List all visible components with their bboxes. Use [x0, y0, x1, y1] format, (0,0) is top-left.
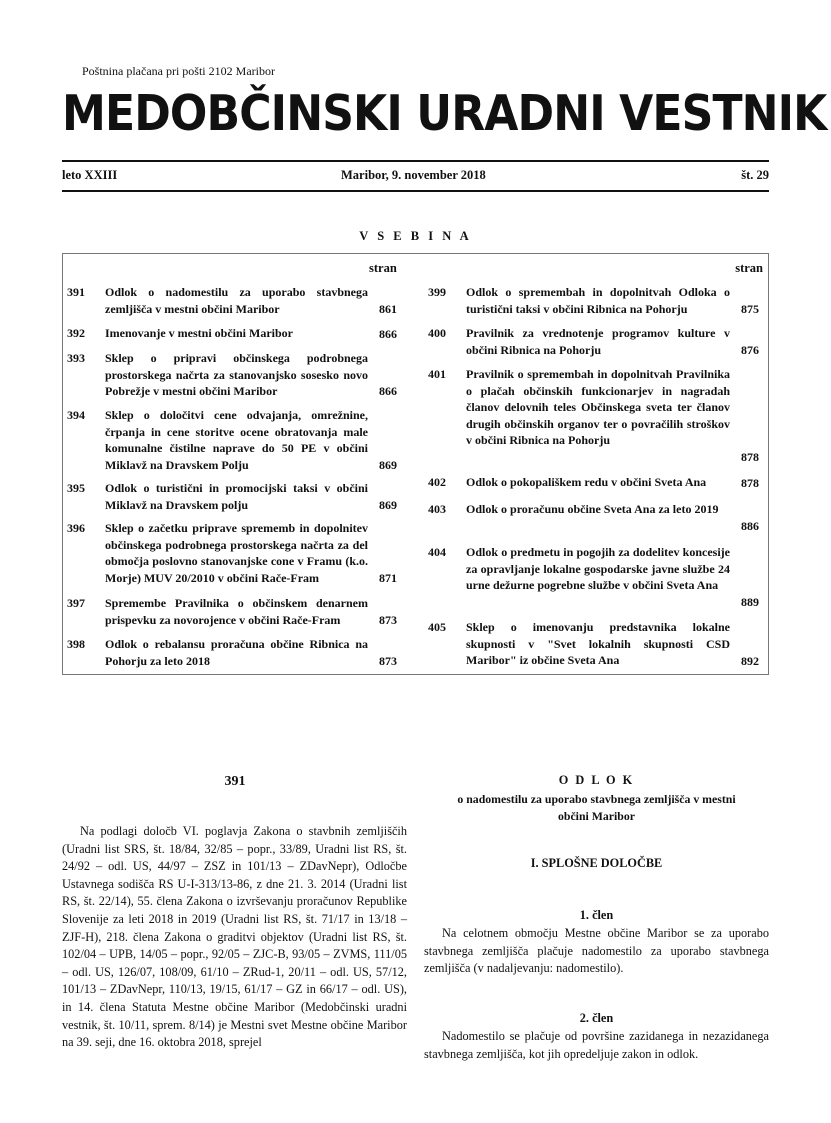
toc-entry[interactable]	[428, 366, 759, 465]
toc-entry-page: 889	[741, 594, 759, 609]
postage-note: Poštnina plačana pri pošti 2102 Maribor	[82, 64, 275, 78]
toc-entry-page: 876	[741, 342, 759, 357]
toc-entry-title: Sklep o določitvi cene odvajanja, omrežnine, črpanja in cene storitve ocene obratovanja male komunalne čistilne naprave do 50 PE v občini Miklavž na Dravskem Polju	[105, 408, 368, 472]
toc-entry-number: 394	[67, 408, 85, 422]
volume-label: leto XXIII	[62, 168, 118, 182]
toc-entry-title: Sklep o pripravi občinskega podrobnega prostorskega načrta za stanovanjsko sosesko novo Pobrežje v mestni občini Maribor	[105, 351, 368, 398]
toc-entry-number: 391	[67, 285, 85, 299]
toc-entry-number: 392	[67, 326, 85, 340]
toc-entry-number: 401	[428, 367, 446, 381]
article-number: 391	[224, 774, 246, 789]
toc-entry-title: Odlok o spremembah in dopolnitvah Odloka o turistični taksi v občini Ribnica na Pohorju	[466, 285, 730, 316]
toc-entry-page: 866	[379, 326, 397, 341]
toc-entry-number: 398	[67, 637, 85, 651]
toc-entry[interactable]	[428, 325, 759, 358]
bottom-rule	[62, 190, 769, 192]
toc-entry-page: 871	[379, 570, 397, 585]
publication-title: MEDOBČINSKI URADNI VESTNIK	[62, 85, 827, 142]
toc-entry[interactable]	[67, 520, 397, 586]
toc-entry-page: 873	[379, 612, 397, 627]
toc-entry-page: 869	[379, 457, 397, 472]
toc-entry-page: 892	[741, 653, 759, 668]
toc-entry-title: Pravilnik o spremembah in dopolnitvah Pravilnika o plačah občinskih funkcionarjev in nagradah članov delovnih teles Občinskega sveta ter članov drugih občinskih organov ter o povračilih stroškov v občini Ribnica na Pohorju	[466, 367, 730, 447]
toc-entry[interactable]	[428, 284, 759, 317]
toc-entry[interactable]	[67, 595, 397, 628]
toc-entry-number: 397	[67, 596, 85, 610]
toc-entry[interactable]	[428, 544, 759, 610]
toc-entry-page: 873	[379, 653, 397, 668]
toc-entry-title: Sklep o imenovanju predstavnika lokalne skupnosti v "Svet lokalnih skupnosti CSD Maribor" iz občine Sveta Ana	[466, 620, 730, 667]
toc-entry[interactable]	[428, 474, 759, 491]
article-preamble: Na podlagi določb VI. poglavja Zakona o stavbnih zemljiščih (Uradni list SRS, št. 18/84, 32/85 – popr., 33/89, Uradni list RS, št. 24/92 – odl. US, 44/97 – ZSZ in 101/13 – ZDavNepr), Odločbe Ustavnega sodišča RS U-I-313/13-86, z dne 21. 3. 2014 (Uradni list RS, št. 22/14), 55. člena Zakona o izvrševanju proračunov Republike Slovenije za leti 2018 in 2019 (Uradni list RS, št. 71/17 in 13/18 – ZJF-H), 218. člena Zakona o graditvi objektov (Uradni list RS, št. 102/04 – UPB, 14/05 – popr., 92/05 – ZJC-B, 93/05 – ZVMS, 111/05 – odl. US, 126/07, 108/09, 61/10 – ZRud-1, 20/11 – odl. US, 57/12, 101/13 – ZDavNepr, 110/13, 19/15, 61/17 – GZ in 66/17 – odl. US), in 14. člena Statuta Mestne občine Maribor (Medobčinski uradni vestnik, št. 10/11, sprem. 8/14) je Mestni svet Mestne občine Maribor na 39. seji, dne 16. oktobra 2018, sprejel	[62, 824, 407, 1050]
toc-entry-title: Odlok o proračunu občine Sveta Ana za leto 2019	[466, 502, 719, 516]
odlok-heading: O D L O K	[558, 773, 635, 787]
toc-entry[interactable]	[67, 480, 397, 513]
toc-entry-page: 875	[741, 301, 759, 316]
odlok-heading-block	[424, 773, 769, 825]
issue-number: št. 29	[741, 168, 769, 182]
toc-entry-title: Imenovanje v mestni občini Maribor	[105, 326, 293, 340]
place-date: Maribor, 9. november 2018	[341, 168, 486, 182]
toc-entry-title: Odlok o rebalansu proračuna občine Ribnica na Pohorju za leto 2018	[105, 637, 368, 668]
toc-entry-title: Odlok o predmetu in pogojih za dodelitev koncesije za opravljanje lokalne gospodarske javne službe 24 urne dežurne pogrebne službe v občini Sveta Ana	[466, 545, 730, 592]
toc-entry-number: 404	[428, 545, 446, 559]
toc-entry-number: 405	[428, 620, 446, 634]
toc-entry-number: 403	[428, 502, 446, 516]
toc-page-label-left: stran	[369, 261, 397, 275]
toc-entry-page: 878	[741, 449, 759, 464]
toc-entry-number: 402	[428, 475, 446, 489]
toc-entry-number: 400	[428, 326, 446, 340]
toc-entry-page: 861	[379, 301, 397, 316]
toc-entry[interactable]	[428, 619, 759, 669]
clen-2-heading: 2. člen	[579, 1011, 614, 1025]
toc-entry[interactable]	[67, 350, 397, 399]
toc-entry-page: 869	[379, 497, 397, 512]
toc-entry-number: 395	[67, 481, 85, 495]
toc-entry-number: 396	[67, 521, 85, 535]
toc-entry-number: 399	[428, 285, 446, 299]
toc-entry[interactable]	[67, 325, 397, 342]
chapter-heading: I. SPLOŠNE DOLOČBE	[530, 856, 663, 870]
clen-1-heading: 1. člen	[579, 908, 614, 922]
toc-entry-title: Odlok o nadomestilu za uporabo stavbnega zemljišča v mestni občini Maribor	[105, 285, 368, 316]
toc-entry[interactable]	[67, 284, 397, 317]
clen-2-text: Nadomestilo se plačuje od površine zazidanega in nezazidanega stavbnega zemljišča, kot jih opredeljuje zakon in odlok.	[424, 1029, 769, 1061]
clen-1-text: Na celotnem območju Mestne občine Maribor se za uporabo stavbnega zemljišča plačuje nadomestilo za uporabo stavbnega zemljišča (v nadaljevanju: nadomestilo).	[424, 926, 769, 976]
toc-page-label-right: stran	[735, 261, 763, 275]
toc-entry-title: Sklep o začetku priprave sprememb in dopolnitev občinskega podrobnega prostorskega načrta za del območja poslovno stanovanjske cone v Framu (k.o. Morje) MUV 20/2010 v občini Rače-Fram	[105, 521, 368, 585]
toc-entry-title: Spremembe Pravilnika o občinskem denarnem prispevku za novorojence v občini Rače-Fram	[105, 596, 368, 627]
table-of-contents	[62, 253, 769, 675]
toc-entry-page: 886	[741, 518, 759, 533]
toc-entry-number: 393	[67, 351, 85, 365]
toc-entry-page: 866	[379, 383, 397, 398]
toc-entry[interactable]	[428, 501, 759, 534]
toc-heading: V S E B I N A	[359, 229, 472, 243]
toc-entry-title: Pravilnik za vrednotenje programov kulture v občini Ribnica na Pohorju	[466, 326, 730, 357]
toc-entry[interactable]	[67, 407, 397, 473]
toc-entry-title: Odlok o pokopališkem redu v občini Sveta Ana	[466, 475, 707, 489]
toc-entry-title: Odlok o turistični in promocijski taksi v občini Miklavž na Dravskem polju	[105, 481, 368, 512]
toc-entry-page: 878	[741, 475, 759, 490]
odlok-subtitle: o nadomestilu za uporabo stavbnega zemljišča v mestni občini Maribor	[457, 792, 736, 823]
top-rule	[62, 160, 769, 162]
toc-entry[interactable]	[67, 636, 397, 669]
